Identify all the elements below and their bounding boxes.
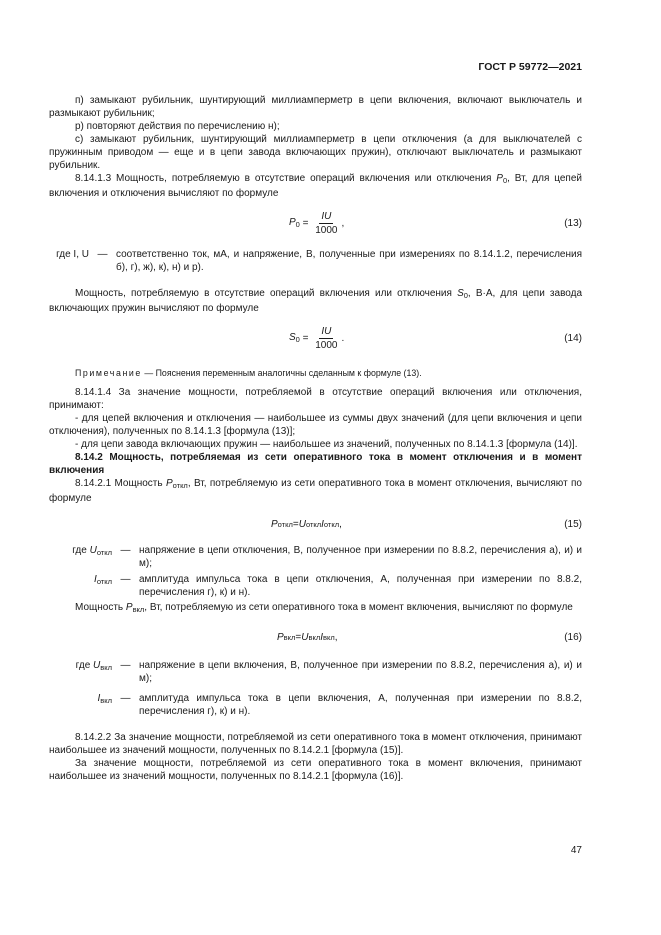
formula-13: $P_0$ = $\frac{IU}{1000}$ , (13) [49, 204, 582, 242]
paragraph-p-on: Мощность $P_{вкл}$, Вт, потребляемую из сети оперативного тока в момент включения, вычисляют по формуле [75, 602, 573, 614]
note: Примечание — Пояснения переменным аналогичны сделанным к формуле (13). [75, 368, 422, 378]
list-item-spring-circuit: - для цепи завода включающих пружин — наибольшее из значений, полученных по 8.14.1.3 [формула (14)]. [75, 439, 578, 450]
paragraph-item-r: р) повторяют действия по перечислению н); [75, 121, 280, 132]
paragraph-item-p: п) замыкают рубильник, шунтирующий миллиамперметр в цепи включения, включают выключатель и размыкают рубильник; [49, 95, 582, 119]
definition-15-u: где $U_{откл}$ — напряжение в цепи отключения, В, полученное при измерении по 8.8.2, перечисления а), и) и м); [72, 545, 582, 569]
paragraph-item-s: с) замыкают рубильник, шунтирующий миллиамперметр в цепи отключения (а для выключателей с пружинным приводом — еще и в цепи завода включающих пружин), отключают выключатель и размыкают рубильник. [49, 134, 582, 171]
inline-var-p0: $P_0$ [496, 173, 508, 185]
formula-13-number: (13) [564, 217, 582, 229]
paragraph-s0: Мощность, потребляемую в отсутствие операций включения или отключения $S_0$, В·А, для цепи завода включающих пружин вычисляют по формуле [49, 288, 583, 314]
definition-15-i: $I_{откл}$ — амплитуда импульса тока в цепи отключения, А, полученная при измерении по 8.8.2, перечисления г), к) и н). [94, 574, 582, 598]
page-number: 47 [570, 845, 582, 856]
definition-13: где I, U — соответственно ток, мА, и напряжение, В, полученные при измерениях по 8.14.1.2, перечисления б), г), ж), к), н) и р). [56, 249, 582, 273]
note-label: Примечание [75, 368, 142, 378]
section-heading-8-14-2: 8.14.2 Мощность, потребляемая из сети оперативного тока в момент отключения и в момент включения [49, 452, 582, 476]
formula-16: P вкл = U вкл I вкл , (16) [49, 625, 582, 649]
definition-16-u: где $U_{вкл}$ — напряжение в цепи включения, В, полученное при измерении по 8.8.2, перечисления а), и) и м); [75, 660, 582, 684]
inline-var-p-on: $P_{вкл}$ [125, 602, 145, 614]
formula-14-lhs: $S_0$ [289, 331, 300, 344]
formula-14-fraction: $\frac{IU}{1000}$ [315, 325, 338, 351]
paragraph-8-14-2-2: 8.14.2.2 За значение мощности, потребляемой из сети оперативного тока в момент отключения, принимают наибольшее из значений мощности, полученных по 8.14.2.1 [формула (15)]. [49, 732, 582, 756]
definition-16-i: $I_{вкл}$ — амплитуда импульса тока в цепи включения, А, полученная при измерении по 8.8.2, перечисления г), к) и н). [97, 693, 582, 717]
formula-15: P откл = U откл I откл , (15) [49, 512, 582, 536]
paragraph-closing: За значение мощности, потребляемой из сети оперативного тока в момент включения, принимают наибольшее из значений мощности, полученных по 8.14.2.1 [формула (16)]. [49, 758, 582, 782]
formula-14-number: (14) [564, 332, 582, 344]
paragraph-8-14-1-4: 8.14.1.4 За значение мощности, потребляемой в отсутствие операций включения или отключения, принимают: [49, 387, 582, 411]
document-id-header: ГОСТ Р 59772—2021 [478, 61, 582, 73]
paragraph-8-14-1-3: 8.14.1.3 Мощность, потребляемую в отсутствие операций включения или отключения $P_0$, Вт, для цепей включения и отключения вычисляют по формуле [49, 173, 582, 199]
formula-15-number: (15) [564, 518, 582, 530]
inline-var-p-off: $P_{откл}$ [165, 478, 188, 490]
page-content [49, 94, 582, 783]
paragraph-8-14-2-1: 8.14.2.1 Мощность $P_{откл}$, Вт, потребляемую из сети оперативного тока в момент отключения, вычисляют по формуле [49, 478, 582, 504]
formula-16-number: (16) [564, 631, 582, 643]
inline-var-s0: $S_0$ [457, 288, 468, 300]
formula-14: $S_0$ = $\frac{IU}{1000}$ . (14) [49, 319, 582, 357]
list-item-closing-opening: - для цепей включения и отключения — наибольшее из суммы двух значений (для цепи включения и цепи отключения), полученных по 8.14.1.3 [формула (13)]; [49, 413, 582, 437]
formula-13-fraction: $\frac{IU}{1000}$ [315, 210, 338, 236]
formula-13-lhs: $P_0$ [289, 216, 300, 229]
